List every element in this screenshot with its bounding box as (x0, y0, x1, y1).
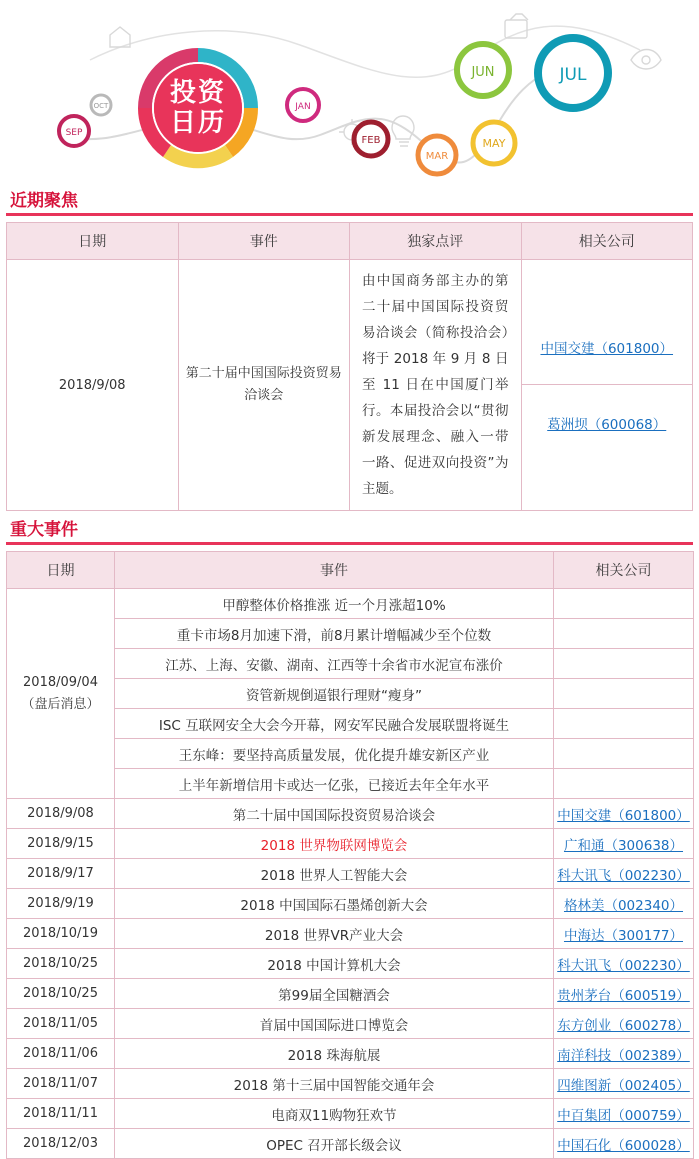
cell-date: 2018/10/25 (7, 949, 115, 979)
company-link[interactable]: 葛洲坝（600068） (547, 416, 667, 433)
cell-company (554, 769, 694, 799)
cell-date-group: 2018/09/04（盘后消息） (7, 589, 115, 799)
section-title-recent-focus: 近期聚焦 (10, 191, 78, 211)
cell-date: 2018/11/06 (7, 1039, 115, 1069)
cell-company[interactable] (554, 949, 694, 979)
cell-event: 2018 世界人工智能大会 (115, 859, 554, 889)
col-header-comment: 独家点评 (350, 223, 522, 260)
cell-company (554, 739, 694, 769)
cell-event: 甲醇整体价格推涨 近一个月涨超10% (115, 589, 554, 619)
cell-company[interactable] (554, 1069, 694, 1099)
table-header-row (7, 223, 693, 260)
logo-line-2: 日历 (169, 108, 226, 138)
company-link[interactable]: 中国石化（600028） (557, 1137, 690, 1154)
table-row (7, 979, 694, 1009)
recent-focus-table (6, 222, 693, 511)
cell-event: ISC 互联网安全大会今开幕，网安军民融合发展联盟将诞生 (115, 709, 554, 739)
cell-event: 重卡市场8月加速下滑，前8月累计增幅减少至个位数 (115, 619, 554, 649)
table-row (7, 949, 694, 979)
cell-event: 第二十届中国国际投资贸易洽谈会 (178, 260, 350, 511)
cell-date: 2018/11/07 (7, 1069, 115, 1099)
cell-company (554, 679, 694, 709)
cell-date: 2018/9/15 (7, 829, 115, 859)
cell-comment: 由中国商务部主办的第二十届中国国际投资贸易洽谈会（简称投洽会）将于 2018 年 9 月 8 日至 11 日在中国厦门举行。本届投洽会以“贯彻新发展理念、融入一带一路、促进双向投资”为主题。 (350, 260, 522, 511)
col-header-event: 事件 (178, 223, 350, 260)
col-header-event: 事件 (115, 552, 554, 589)
svg-text:MAY: MAY (482, 137, 506, 150)
cell-date: 2018/12/03 (7, 1129, 115, 1159)
table-row (7, 1069, 694, 1099)
table-row (7, 1129, 694, 1159)
cell-date: 2018/9/08 (7, 260, 179, 511)
company-link-item[interactable] (522, 385, 693, 460)
svg-text:JUN: JUN (471, 65, 495, 80)
logo-line-1: 投资 (169, 78, 226, 108)
cell-event: 2018 中国计算机大会 (115, 949, 554, 979)
company-link[interactable]: 中百集团（000759） (557, 1107, 690, 1124)
cell-event: 2018 珠海航展 (115, 1039, 554, 1069)
cell-event: OPEC 召开部长级会议 (115, 1129, 554, 1159)
cell-date: 2018/9/08 (7, 799, 115, 829)
company-link[interactable]: 贵州茅台（600519） (557, 987, 690, 1004)
cell-date: 2018/9/17 (7, 859, 115, 889)
section-title-major-events: 重大事件 (10, 520, 78, 540)
cell-date: 2018/10/19 (7, 919, 115, 949)
cell-date: 2018/9/19 (7, 889, 115, 919)
col-header-date: 日期 (7, 223, 179, 260)
cell-company (554, 649, 694, 679)
cell-company[interactable] (554, 889, 694, 919)
table-row (7, 889, 694, 919)
company-link[interactable]: 中海达（300177） (563, 927, 684, 944)
page-banner (0, 0, 699, 190)
cell-event: 江苏、上海、安徽、湖南、江西等十余省市水泥宣布涨价 (115, 649, 554, 679)
table-row (7, 260, 693, 511)
cell-company[interactable] (554, 1129, 694, 1159)
cell-company[interactable] (554, 979, 694, 1009)
company-link[interactable]: 格林美（002340） (563, 897, 684, 914)
cell-date: 2018/11/11 (7, 1099, 115, 1129)
company-link[interactable]: 四维图新（002405） (557, 1077, 690, 1094)
svg-text:MAR: MAR (425, 151, 449, 162)
table-row (7, 859, 694, 889)
svg-text:JAN: JAN (295, 102, 311, 112)
cell-event: 电商双11购物狂欢节 (115, 1099, 554, 1129)
cell-company[interactable] (554, 859, 694, 889)
company-link[interactable]: 科大讯飞（002230） (557, 867, 690, 884)
logo-text (138, 48, 258, 168)
company-link[interactable]: 中国交建（601800） (557, 807, 690, 824)
cell-company (554, 709, 694, 739)
cell-event: 2018 中国国际石墨烯创新大会 (115, 889, 554, 919)
col-header-company: 相关公司 (521, 223, 693, 260)
cell-event: 2018 世界VR产业大会 (115, 919, 554, 949)
company-link[interactable]: 中国交建（601800） (540, 341, 674, 357)
major-events-table (6, 551, 694, 1159)
table-row (7, 919, 694, 949)
cell-event: 第二十届中国国际投资贸易洽谈会 (115, 799, 554, 829)
logo-wrap (138, 48, 258, 168)
cell-company[interactable] (554, 1009, 694, 1039)
cell-company[interactable] (554, 829, 694, 859)
cell-event: 上半年新增信用卡或达一亿张，已接近去年全年水平 (115, 769, 554, 799)
cell-event: 第99届全国糖酒会 (115, 979, 554, 1009)
cell-company (554, 619, 694, 649)
section-header-major-events (6, 519, 693, 545)
cell-company[interactable] (554, 1039, 694, 1069)
svg-text:FEB: FEB (361, 135, 381, 146)
cell-date: 2018/10/25 (7, 979, 115, 1009)
table-row (7, 829, 694, 859)
cell-event: 首届中国国际进口博览会 (115, 1009, 554, 1039)
cell-event: 资管新规倒逼银行理财“瘦身” (115, 679, 554, 709)
svg-text:JUL: JUL (559, 65, 587, 85)
section-header-recent-focus (6, 190, 693, 216)
company-link[interactable]: 广和通（300638） (563, 837, 684, 854)
cell-event: 王东峰：要坚持高质量发展，优化提升雄安新区产业 (115, 739, 554, 769)
banner-illustration (0, 0, 699, 190)
cell-company (554, 589, 694, 619)
company-link[interactable]: 科大讯飞（002230） (557, 957, 690, 974)
cell-date: 2018/11/05 (7, 1009, 115, 1039)
company-link[interactable]: 东方创业（600278） (557, 1017, 690, 1034)
cell-companies (521, 260, 693, 511)
col-header-date: 日期 (7, 552, 115, 589)
svg-text:OCT: OCT (93, 102, 109, 110)
table-row (7, 1039, 694, 1069)
col-header-company: 相关公司 (554, 552, 694, 589)
cell-event: 2018 世界物联网博览会 (115, 829, 554, 859)
table-row (7, 589, 694, 619)
cell-company[interactable] (554, 799, 694, 829)
svg-text:SEP: SEP (65, 128, 83, 138)
table-header-row (7, 552, 694, 589)
table-row (7, 1099, 694, 1129)
company-link-item[interactable] (522, 310, 693, 385)
cell-company[interactable] (554, 919, 694, 949)
company-link[interactable]: 南洋科技（002389） (557, 1047, 690, 1064)
cell-event: 2018 第十三届中国智能交通年会 (115, 1069, 554, 1099)
table-row (7, 799, 694, 829)
table-row (7, 1009, 694, 1039)
cell-company[interactable] (554, 1099, 694, 1129)
